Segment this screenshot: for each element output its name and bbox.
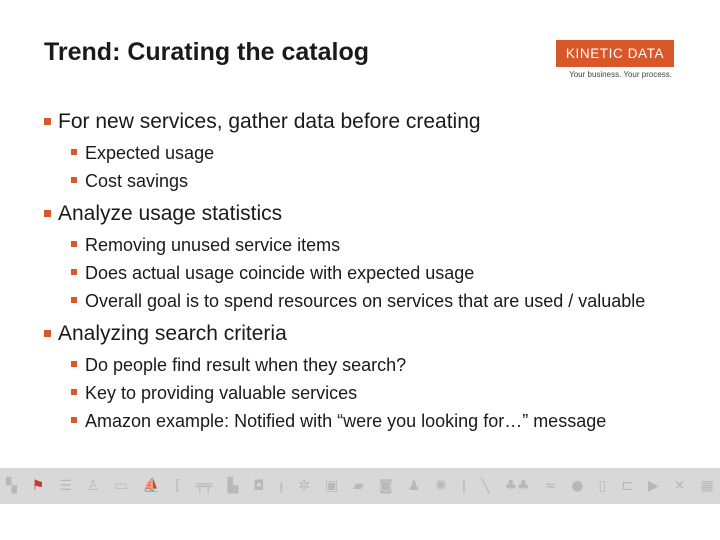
- square-bullet-icon: [71, 149, 77, 155]
- balloon-icon: ●: [571, 478, 584, 494]
- square-bullet-icon: [71, 361, 77, 367]
- square-bullet-icon: [71, 177, 77, 183]
- bracket-icon: [: [175, 478, 181, 494]
- boat-icon: ⛵: [142, 478, 161, 494]
- tools-icon: ✕: [673, 478, 686, 494]
- person-icon: ♙: [86, 478, 100, 494]
- square-bullet-icon: [71, 241, 77, 247]
- sub-bullet-item: Overall goal is to spend resources on services that are used / valuable: [71, 287, 685, 315]
- decorative-icon-strip: [0, 468, 720, 504]
- sub-bullet-item: Amazon example: Notified with “were you looking for…” message: [71, 407, 645, 435]
- camera-icon: ▣: [324, 478, 339, 494]
- waves-icon: ≈: [544, 478, 557, 494]
- bullet-item: For new services, gather data before creating: [44, 108, 684, 136]
- square-bullet-icon: [44, 330, 51, 337]
- bridge-icon: ╤╤: [195, 478, 213, 494]
- bus-icon: ▭: [114, 478, 128, 494]
- square-bullet-icon: [71, 269, 77, 275]
- bullet-item: Analyze usage statistics: [44, 200, 684, 228]
- grid-icon: ▦: [700, 478, 714, 494]
- sub-bullet-item: Expected usage: [71, 139, 684, 167]
- truck-icon: ▰: [353, 478, 364, 494]
- square-bullet-icon: [44, 118, 51, 125]
- fish-icon: ▶: [647, 478, 659, 494]
- square-bullet-icon: [71, 297, 77, 303]
- car-icon: ◙: [378, 478, 393, 494]
- road-icon: ▚: [6, 478, 17, 494]
- trees-icon: ♣♣: [504, 478, 530, 494]
- tree-icon: ✲: [298, 478, 310, 494]
- sign-icon: ▯: [598, 478, 607, 494]
- square-bullet-icon: [44, 210, 51, 217]
- sub-bullet-item: Does actual usage coincide with expected usage: [71, 259, 684, 287]
- star-icon: ✺: [435, 478, 447, 494]
- bullet-list: [44, 108, 684, 440]
- sub-bullet-item: Cost savings: [71, 167, 684, 195]
- sub-bullet-item: Removing unused service items: [71, 231, 684, 259]
- slide-title: Trend: Curating the catalog: [44, 38, 370, 66]
- building-icon: ▙: [227, 478, 239, 494]
- person-icon: ♟: [407, 478, 421, 494]
- sign-icon: ⊏: [621, 478, 633, 494]
- lines-icon: ☰: [59, 478, 72, 494]
- pole-icon: ǀ: [461, 478, 466, 494]
- hook-icon: ɟ: [279, 478, 284, 494]
- kinetic-data-logo: [556, 40, 674, 79]
- sub-bullet-item: Key to providing valuable services: [71, 379, 684, 407]
- square-bullet-icon: [71, 389, 77, 395]
- sub-bullet-item: Do people find result when they search?: [71, 351, 684, 379]
- square-bullet-icon: [71, 417, 77, 423]
- bullet-item: Analyzing search criteria: [44, 320, 684, 348]
- logo-tagline: Your business. Your process.: [569, 70, 672, 79]
- slash-icon: ╲: [481, 478, 490, 494]
- flag-icon: ⚑: [31, 478, 45, 494]
- lock-icon: ◘: [253, 478, 265, 494]
- logo-wordmark: KINETIC DATA: [556, 40, 674, 67]
